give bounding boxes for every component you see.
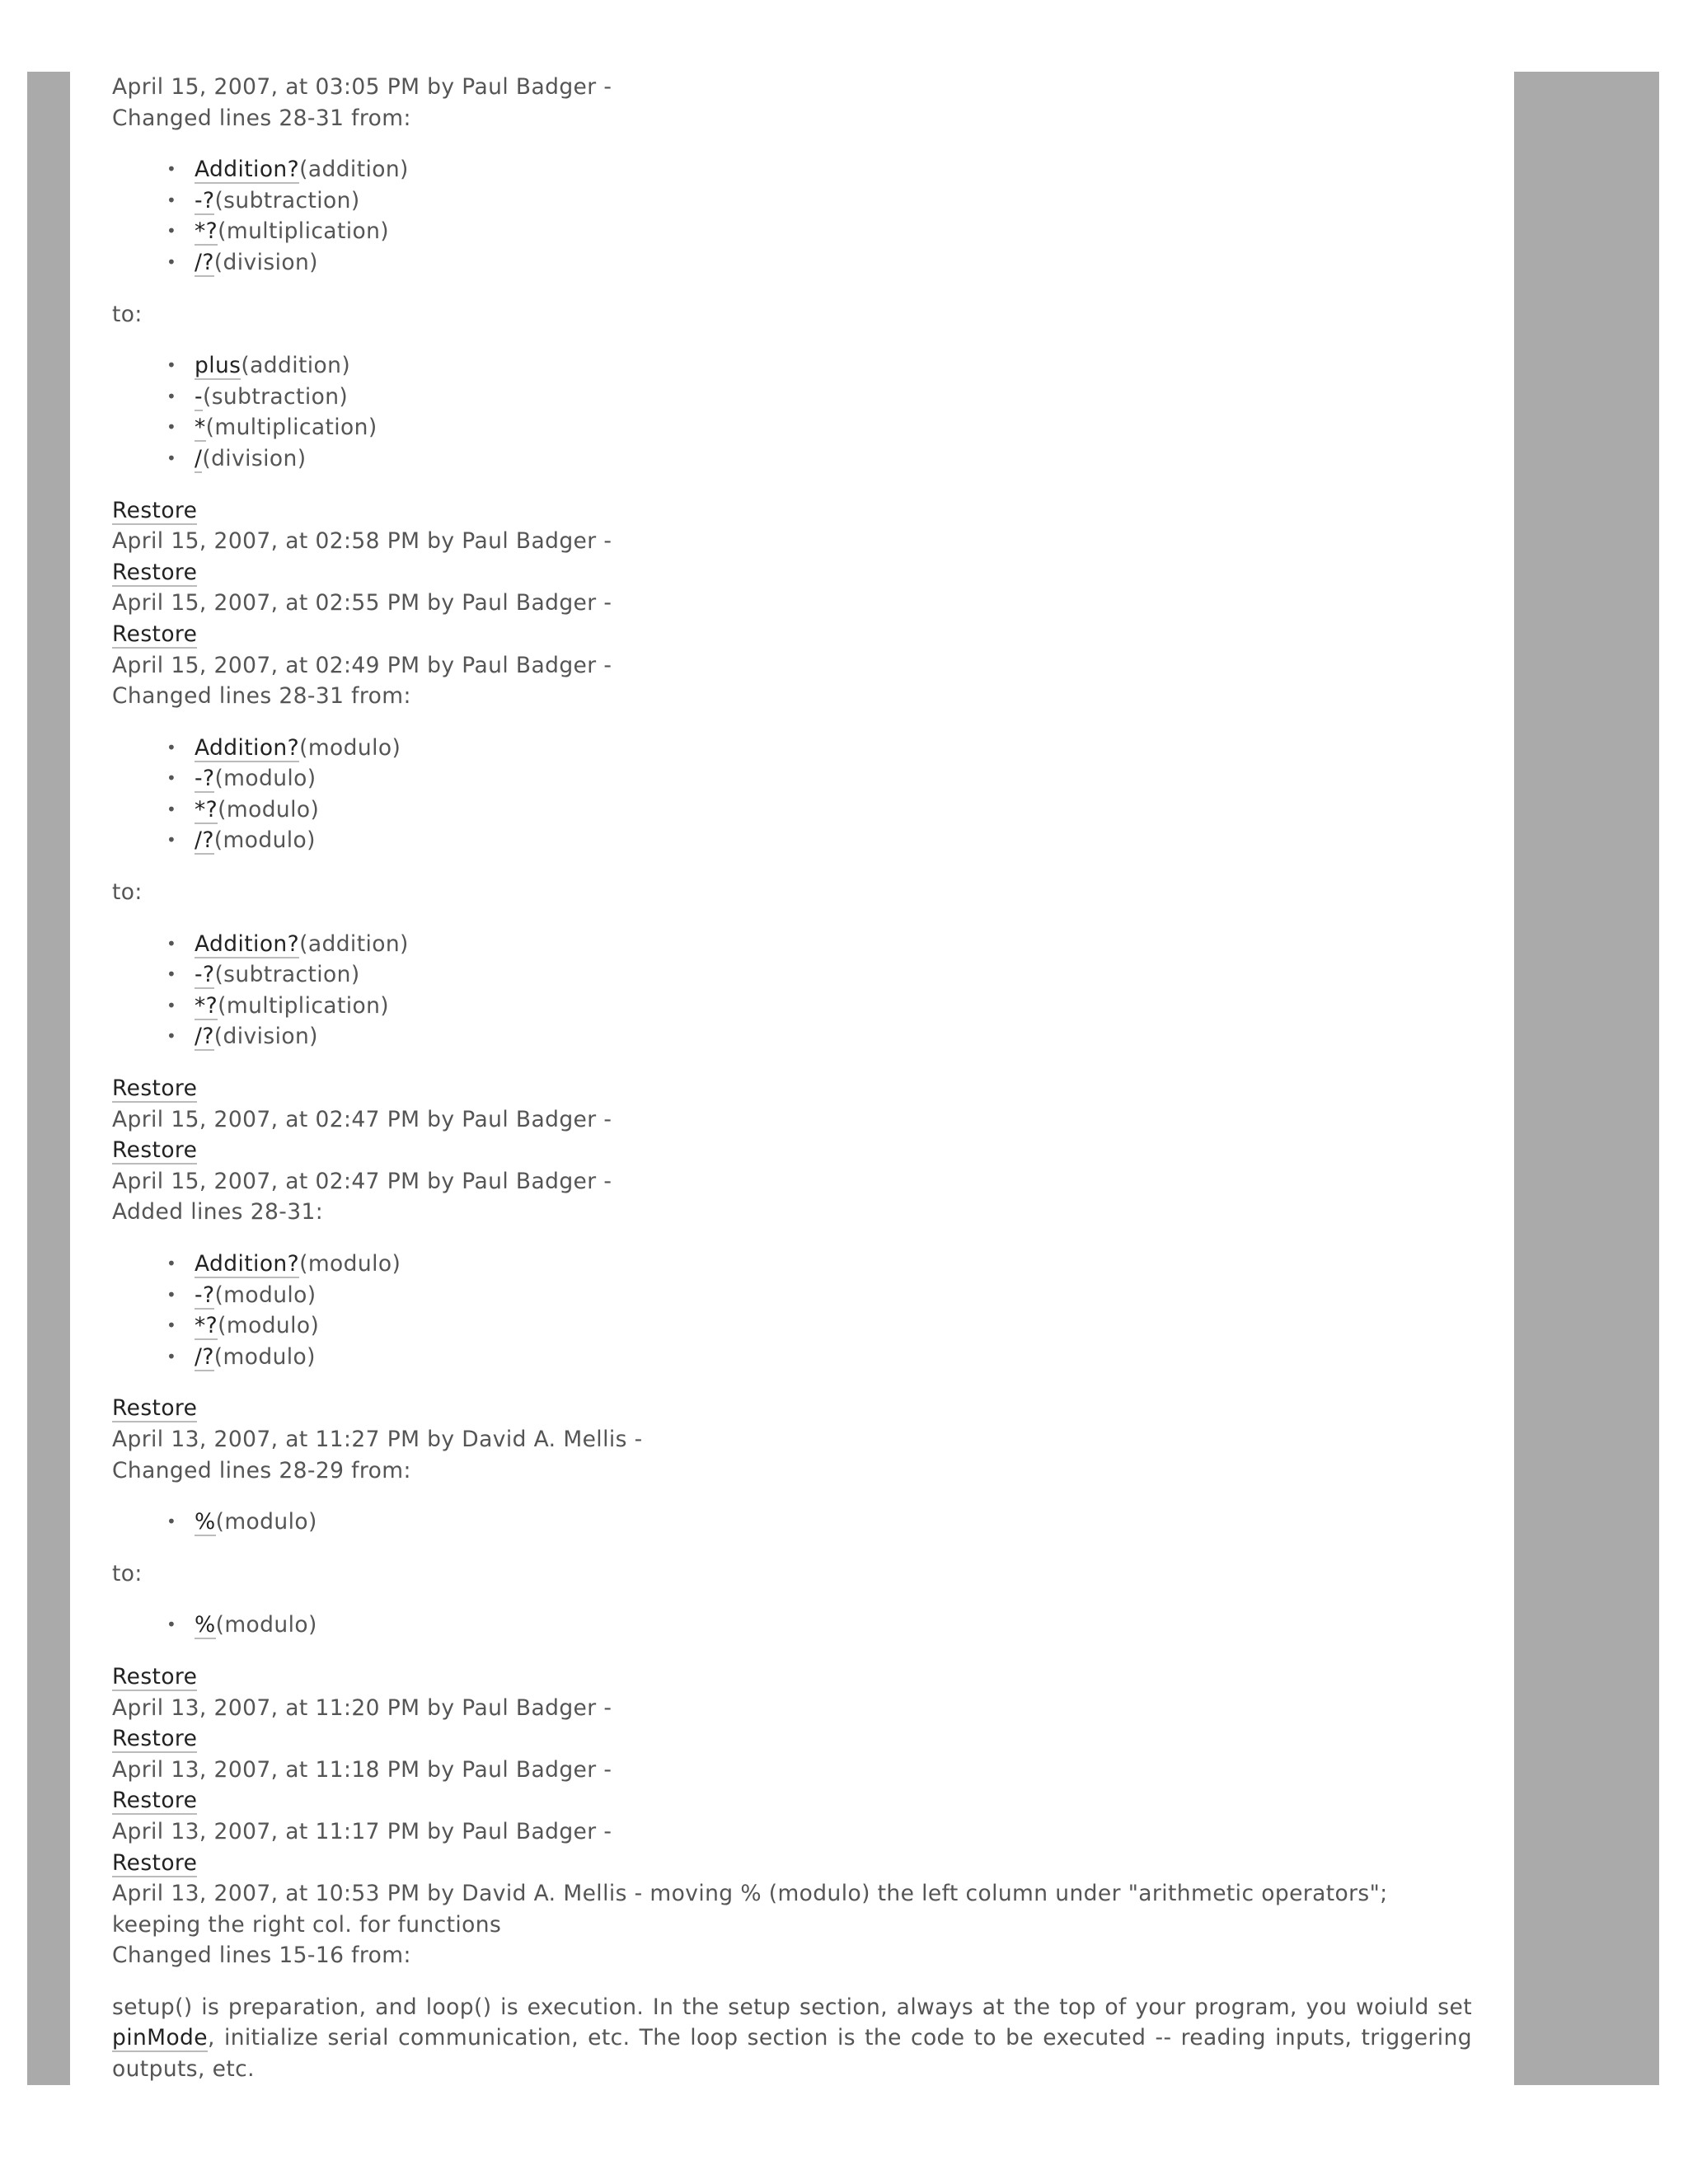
wiki-link[interactable]: % xyxy=(195,1509,216,1535)
wiki-link[interactable]: /? xyxy=(195,1024,214,1050)
wiki-link[interactable]: plus xyxy=(195,353,241,379)
wiki-link[interactable]: - xyxy=(195,383,203,410)
wiki-link[interactable]: *? xyxy=(195,796,218,823)
wiki-link[interactable]: -? xyxy=(195,962,215,988)
to-label: to: xyxy=(112,879,143,906)
page-history-content xyxy=(112,72,1472,2085)
wiki-link[interactable]: -? xyxy=(195,187,215,213)
revision-header: April 15, 2007, at 03:05 PM by Paul Badger - xyxy=(112,74,612,100)
revision-header: April 15, 2007, at 02:47 PM by Paul Badger - xyxy=(112,1106,612,1132)
wiki-link[interactable]: Addition? xyxy=(195,734,300,761)
added-lines-list xyxy=(112,929,1472,1052)
restore-link[interactable]: Restore xyxy=(112,1788,198,1814)
changed-paragraph: setup() is preparation, and loop() is execution. In the setup section, always at the top of your program, you woiuld set pinMode, initialize serial communication, etc. The loop section is the code to be executed -- reading inputs, triggering outputs, etc. xyxy=(112,1994,1472,2083)
removed-lines-list xyxy=(112,154,1472,278)
list-item: • /?(division) xyxy=(195,247,1472,279)
list-item: • -?(modulo) xyxy=(195,763,1472,794)
wiki-link[interactable]: -? xyxy=(195,766,215,792)
wiki-link[interactable]: *? xyxy=(195,218,218,245)
revision-header: April 15, 2007, at 02:49 PM by Paul Badger - xyxy=(112,652,612,678)
change-description: Changed lines 15-16 from: xyxy=(112,1943,411,1969)
list-item: • plus(addition) xyxy=(195,350,1472,382)
wiki-link[interactable]: * xyxy=(195,415,206,441)
restore-link[interactable]: Restore xyxy=(112,1663,198,1690)
right-sidebar-bar xyxy=(1514,72,1659,2085)
removed-lines-list xyxy=(112,1507,1472,1538)
wiki-link[interactable]: Addition? xyxy=(195,930,300,957)
list-item: • Addition?(addition) xyxy=(195,929,1472,960)
list-item: • /?(modulo) xyxy=(195,825,1472,856)
list-item: • /?(division) xyxy=(195,1021,1472,1052)
list-item: • *(multiplication) xyxy=(195,412,1472,443)
wiki-link[interactable]: /? xyxy=(195,1343,214,1370)
restore-link[interactable]: Restore xyxy=(112,1137,198,1164)
list-item: • /(division) xyxy=(195,443,1472,475)
wiki-link[interactable]: /? xyxy=(195,249,214,275)
pinmode-link[interactable]: pinMode xyxy=(112,2025,208,2051)
removed-lines-list xyxy=(112,733,1472,856)
restore-link[interactable]: Restore xyxy=(112,1726,198,1752)
to-label: to: xyxy=(112,1560,143,1586)
list-item: • -?(subtraction) xyxy=(195,185,1472,217)
list-item: • %(modulo) xyxy=(195,1507,1472,1538)
wiki-link[interactable]: *? xyxy=(195,992,218,1019)
wiki-link[interactable]: *? xyxy=(195,1313,218,1339)
revision-header: April 13, 2007, at 10:53 PM by David A. Mellis - moving % (modulo) the left column under "arithmetic operators"; keeping the right col. for functions xyxy=(112,1881,1388,1938)
left-sidebar-bar xyxy=(27,72,70,2085)
revision-header: April 13, 2007, at 11:17 PM by Paul Badger - xyxy=(112,1818,612,1844)
wiki-link[interactable]: /? xyxy=(195,827,214,854)
change-description: Changed lines 28-31 from: xyxy=(112,683,411,710)
list-item: • *?(modulo) xyxy=(195,794,1472,826)
change-description: Added lines 28-31: xyxy=(112,1199,324,1226)
restore-link[interactable]: Restore xyxy=(112,1076,198,1102)
restore-link[interactable]: Restore xyxy=(112,621,198,647)
revision-header: April 13, 2007, at 11:20 PM by Paul Badger - xyxy=(112,1694,612,1721)
wiki-link[interactable]: -? xyxy=(195,1282,215,1308)
restore-link[interactable]: Restore xyxy=(112,497,198,523)
restore-link[interactable]: Restore xyxy=(112,1849,198,1876)
added-lines-list xyxy=(112,350,1472,474)
restore-link[interactable]: Restore xyxy=(112,559,198,585)
list-item: • Addition?(modulo) xyxy=(195,733,1472,764)
list-item: • -(subtraction) xyxy=(195,382,1472,413)
list-item: • -?(subtraction) xyxy=(195,959,1472,991)
list-item: • *?(modulo) xyxy=(195,1310,1472,1342)
to-label: to: xyxy=(112,301,143,327)
revision-header: April 15, 2007, at 02:58 PM by Paul Badger - xyxy=(112,528,612,555)
restore-link[interactable]: Restore xyxy=(112,1395,198,1422)
wiki-link[interactable]: % xyxy=(195,1612,216,1638)
wiki-link[interactable]: Addition? xyxy=(195,1251,300,1277)
list-item: • Addition?(modulo) xyxy=(195,1249,1472,1280)
wiki-link[interactable]: Addition? xyxy=(195,157,300,183)
list-item: • -?(modulo) xyxy=(195,1280,1472,1311)
change-description: Changed lines 28-29 from: xyxy=(112,1457,411,1483)
revision-header: April 15, 2007, at 02:55 PM by Paul Badger - xyxy=(112,590,612,616)
revision-header: April 13, 2007, at 11:27 PM by David A. Mellis - xyxy=(112,1426,643,1452)
list-item: • *?(multiplication) xyxy=(195,216,1472,247)
added-lines-list xyxy=(112,1249,1472,1372)
revision-header: April 13, 2007, at 11:18 PM by Paul Badger - xyxy=(112,1756,612,1783)
wiki-link[interactable]: / xyxy=(195,445,203,471)
added-lines-list xyxy=(112,1610,1472,1641)
revision-header: April 15, 2007, at 02:47 PM by Paul Badger - xyxy=(112,1168,612,1194)
list-item: • *?(multiplication) xyxy=(195,991,1472,1022)
change-description: Changed lines 28-31 from: xyxy=(112,105,411,131)
list-item: • Addition?(addition) xyxy=(195,154,1472,185)
list-item: • /?(modulo) xyxy=(195,1342,1472,1373)
list-item: • %(modulo) xyxy=(195,1610,1472,1641)
